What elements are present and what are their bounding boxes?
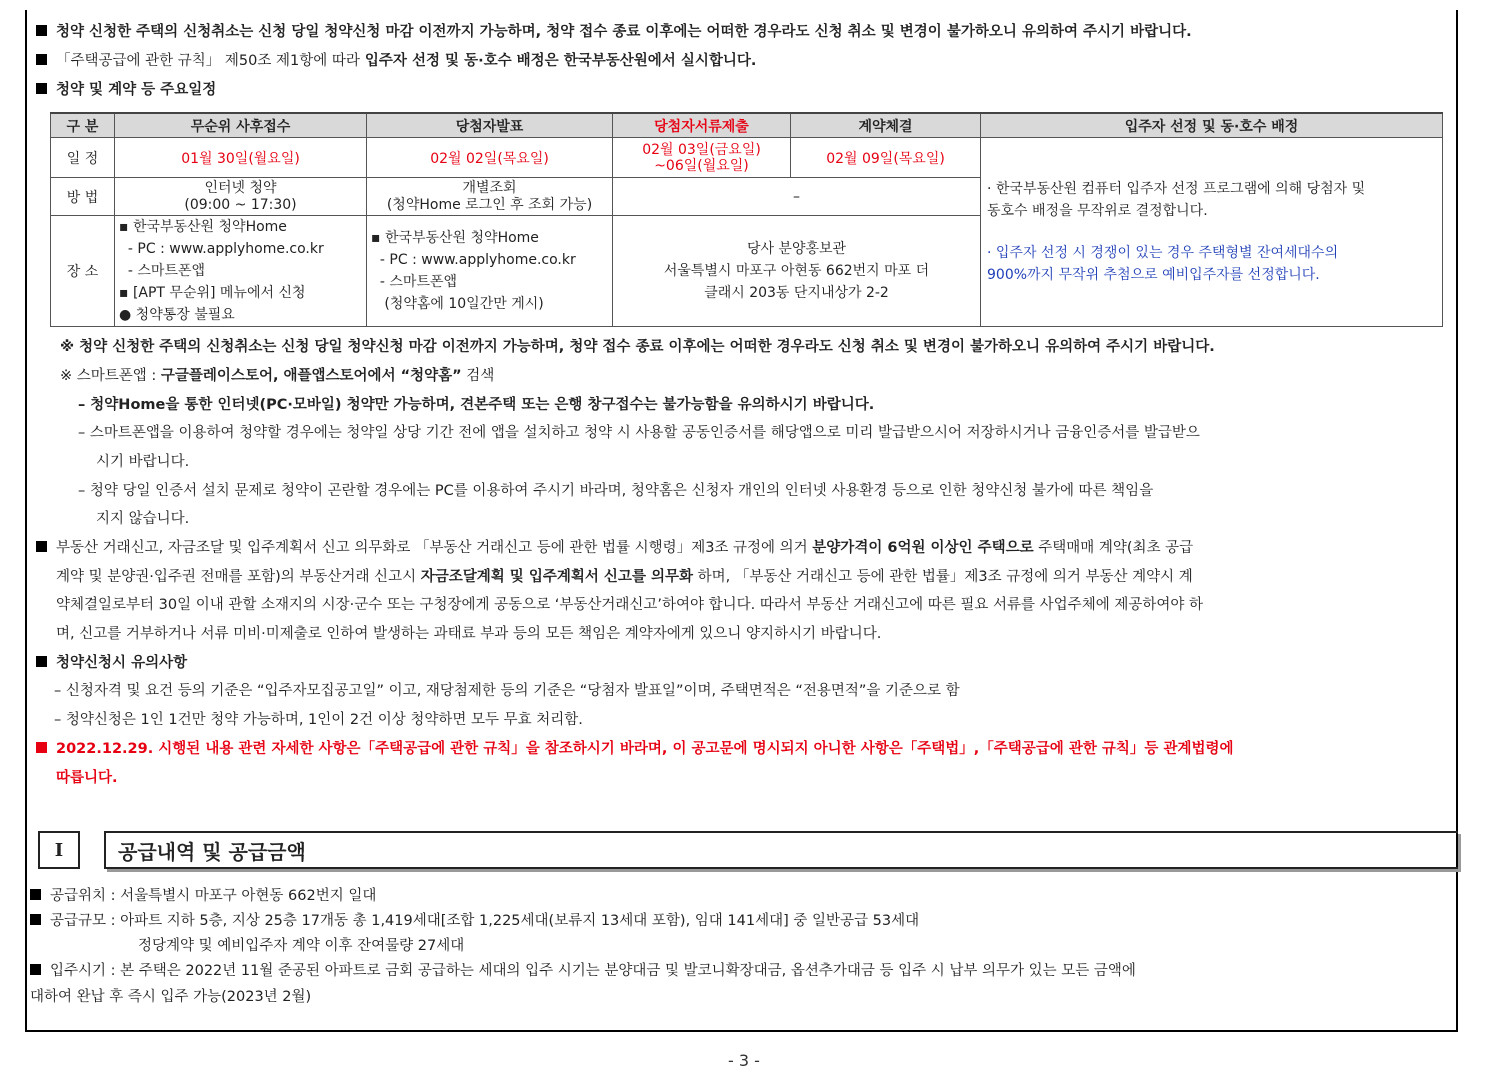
schedule-header-row	[51, 113, 1443, 138]
assignment-note-2: · 입주자 선정 시 경쟁이 있는 경우 주택형별 잔여세대수의 900%까지 무작위 추첨으로 예비입주자를 선정합니다.	[987, 245, 1339, 283]
caution-red-2: 따릅니다.	[56, 770, 118, 786]
realestate-line-4: 며, 신고를 거부하거나 서류 미비·미제출로 인하여 발생하는 과태료 부과 등의 모든 책임은 계약자에게 있으니 양지하시기 바랍니다.	[56, 626, 882, 642]
section-number: I	[38, 831, 80, 869]
supply-movein-2: 대하여 완납 후 즉시 입주 가능(2023년 2월)	[30, 989, 312, 1005]
supply-scale-2: 정당계약 및 예비입주자 계약 이후 잔여물량 27세대	[138, 938, 465, 954]
bullet-square-red-icon	[36, 742, 47, 753]
remark-app-install-2: 시기 바랍니다.	[96, 454, 190, 470]
header-category: 구 분	[51, 113, 115, 138]
assignment-note-1: · 한국부동산원 컴퓨터 입주자 선정 프로그램에 의해 당첨자 및 동호수 배정을 무작위로 결정합니다.	[987, 181, 1366, 219]
header-unranked: 무순위 사후접수	[115, 113, 367, 138]
method-winners: 개별조회 (청약Home 로그인 후 조회 가능)	[367, 178, 613, 216]
caution-line-2: – 청약신청은 1인 1건만 청약 가능하며, 1인이 2건 이상 청약하면 모두 무효 처리함.	[54, 712, 583, 728]
date-documents: 02월 03일(금요일) ~06일(월요일)	[613, 138, 791, 178]
notice-cancel: 청약 신청한 주택의 신청취소는 신청 당일 청약신청 마감 이전까지 가능하며, 청약 접수 종료 이후에는 어떠한 경우라도 신청 취소 및 변경이 불가하오니 유의하여 주시기 바랍니다.	[36, 21, 1192, 43]
realestate-line-1: 부동산 거래신고, 자금조달 및 입주계획서 신고 의무화로 「부동산 거래신고 등에 관한 법률 시행령」제3조 규정에 의거 분양가격이 6억원 이상인 주택으로 주택매매 계약(최초 공급	[36, 537, 1193, 559]
page-number: - 3 -	[728, 1051, 760, 1070]
supply-scale-1: 공급규모 : 아파트 지하 5층, 지상 25층 17개동 총 1,419세대[조합 1,225세대(보류지 13세대 포함), 임대 141세대] 중 일반공급 53세대	[30, 910, 919, 932]
date-winners: 02월 02일(목요일)	[367, 138, 613, 178]
method-unranked: 인터넷 청약 (09:00 ~ 17:30)	[115, 178, 367, 216]
row-label-date: 일 정	[51, 138, 115, 178]
realestate-line-3: 약체결일로부터 30일 이내 관할 소재지의 시장·군수 또는 구청장에게 공동으로 ‘부동산거래신고’하여야 합니다. 따라서 부동산 거래신고에 따른 필요 서류를 사업주체에 제공하여야 하	[56, 597, 1203, 613]
caution-red-1: 2022.12.29. 시행된 내용 관련 자세한 사항은「주택공급에 관한 규칙」을 참조하시기 바라며, 이 공고문에 명시되지 아니한 사항은「주택법」,「주택공급에 관한 규칙」등 관계법령에	[36, 738, 1234, 760]
bullet-square-icon	[36, 541, 47, 552]
bullet-square-icon	[36, 83, 47, 94]
remark-cert-1: – 청약 당일 인증서 설치 문제로 청약이 곤란할 경우에는 PC를 이용하여 주시기 바라며, 청약홈은 신청자 개인의 인터넷 사용환경 등으로 인한 청약신청 불가에 따른 책임을	[78, 483, 1154, 499]
remark-cert-2: 지지 않습니다.	[96, 511, 190, 527]
row-label-place: 장 소	[51, 216, 115, 327]
header-winners: 당첨자발표	[367, 113, 613, 138]
method-contract: –	[613, 178, 981, 216]
bullet-square-icon	[30, 914, 41, 925]
schedule-heading: 청약 및 계약 등 주요일정	[36, 79, 216, 101]
date-unranked: 01월 30일(월요일)	[115, 138, 367, 178]
place-unranked: ▪ 한국부동산원 청약Home - PC : www.applyhome.co.kr - 스마트폰앱 ▪ [APT 무순위] 메뉴에서 신청 ● 청약통장 불필요	[115, 216, 367, 327]
row-date	[51, 138, 1443, 178]
bullet-square-icon	[36, 25, 47, 36]
notice-rule: 「주택공급에 관한 규칙」 제50조 제1항에 따라 입주자 선정 및 동·호수 배정은 한국부동산원에서 실시합니다.	[36, 50, 756, 72]
date-contract: 02월 09일(목요일)	[791, 138, 981, 178]
caution-heading: 청약신청시 유의사항	[36, 652, 187, 674]
section-title: 공급내역 및 공급금액	[104, 831, 1458, 869]
bullet-square-icon	[36, 54, 47, 65]
place-contract: 당사 분양홍보관 서울특별시 마포구 아현동 662번지 마포 더 클래시 203동 단지내상가 2-2	[613, 216, 981, 327]
remark-app-install-1: – 스마트폰앱을 이용하여 청약할 경우에는 청약일 상당 기간 전에 앱을 설치하고 청약 시 사용할 공동인증서를 해당앱으로 미리 발급받으시어 저장하시거나 금융인증서를 발급받으	[78, 425, 1200, 441]
row-label-method: 방 법	[51, 178, 115, 216]
remark-smartphone: ※ 스마트폰앱 : 구글플레이스토어, 애플앱스토어에서 “청약홈” 검색	[60, 368, 495, 384]
header-assignment: 입주자 선정 및 동·호수 배정	[981, 113, 1443, 138]
place-winners: ▪ 한국부동산원 청약Home - PC : www.applyhome.co.kr - 스마트폰앱 (청약홈에 10일간만 게시)	[367, 216, 613, 327]
schedule-table	[50, 112, 1443, 327]
supply-location: 공급위치 : 서울특별시 마포구 아현동 662번지 일대	[30, 885, 376, 907]
supply-movein-1: 입주시기 : 본 주택은 2022년 11월 준공된 아파트로 금회 공급하는 세대의 입주 시기는 분양대금 및 발코니확장대금, 옵션추가대금 등 입주 시 납부 의무가 있는 모든 금액에	[30, 960, 1136, 982]
bullet-square-icon	[30, 889, 41, 900]
remark-online-only: – 청약Home을 통한 인터넷(PC·모바일) 청약만 가능하며, 견본주택 또는 은행 창구접수는 불가능함을 유의하시기 바랍니다.	[78, 397, 875, 413]
caution-line-1: – 신청자격 및 요건 등의 기준은 “입주자모집공고일” 이고, 재당첨제한 등의 기준은 “당첨자 발표일”이며, 주택면적은 “전용면적”을 기준으로 함	[54, 683, 960, 699]
assignment-notes	[981, 138, 1443, 327]
remark-cancel: ※ 청약 신청한 주택의 신청취소는 신청 당일 청약신청 마감 이전까지 가능하며, 청약 접수 종료 이후에는 어떠한 경우라도 신청 취소 및 변경이 불가하오니 유의하여 주시기 바랍니다.	[60, 339, 1215, 355]
bullet-square-icon	[36, 656, 47, 667]
realestate-line-2: 계약 및 분양권·입주권 전매를 포함)의 부동산거래 신고시 자금조달계획 및 입주계획서 신고를 의무화 하며, 「부동산 거래신고 등에 관한 법률」제3조 규정에 의거 부동산 계약시 계	[56, 569, 1193, 585]
header-contract: 계약체결	[791, 113, 981, 138]
bullet-square-icon	[30, 964, 41, 975]
header-documents: 당첨자서류제출	[613, 113, 791, 138]
